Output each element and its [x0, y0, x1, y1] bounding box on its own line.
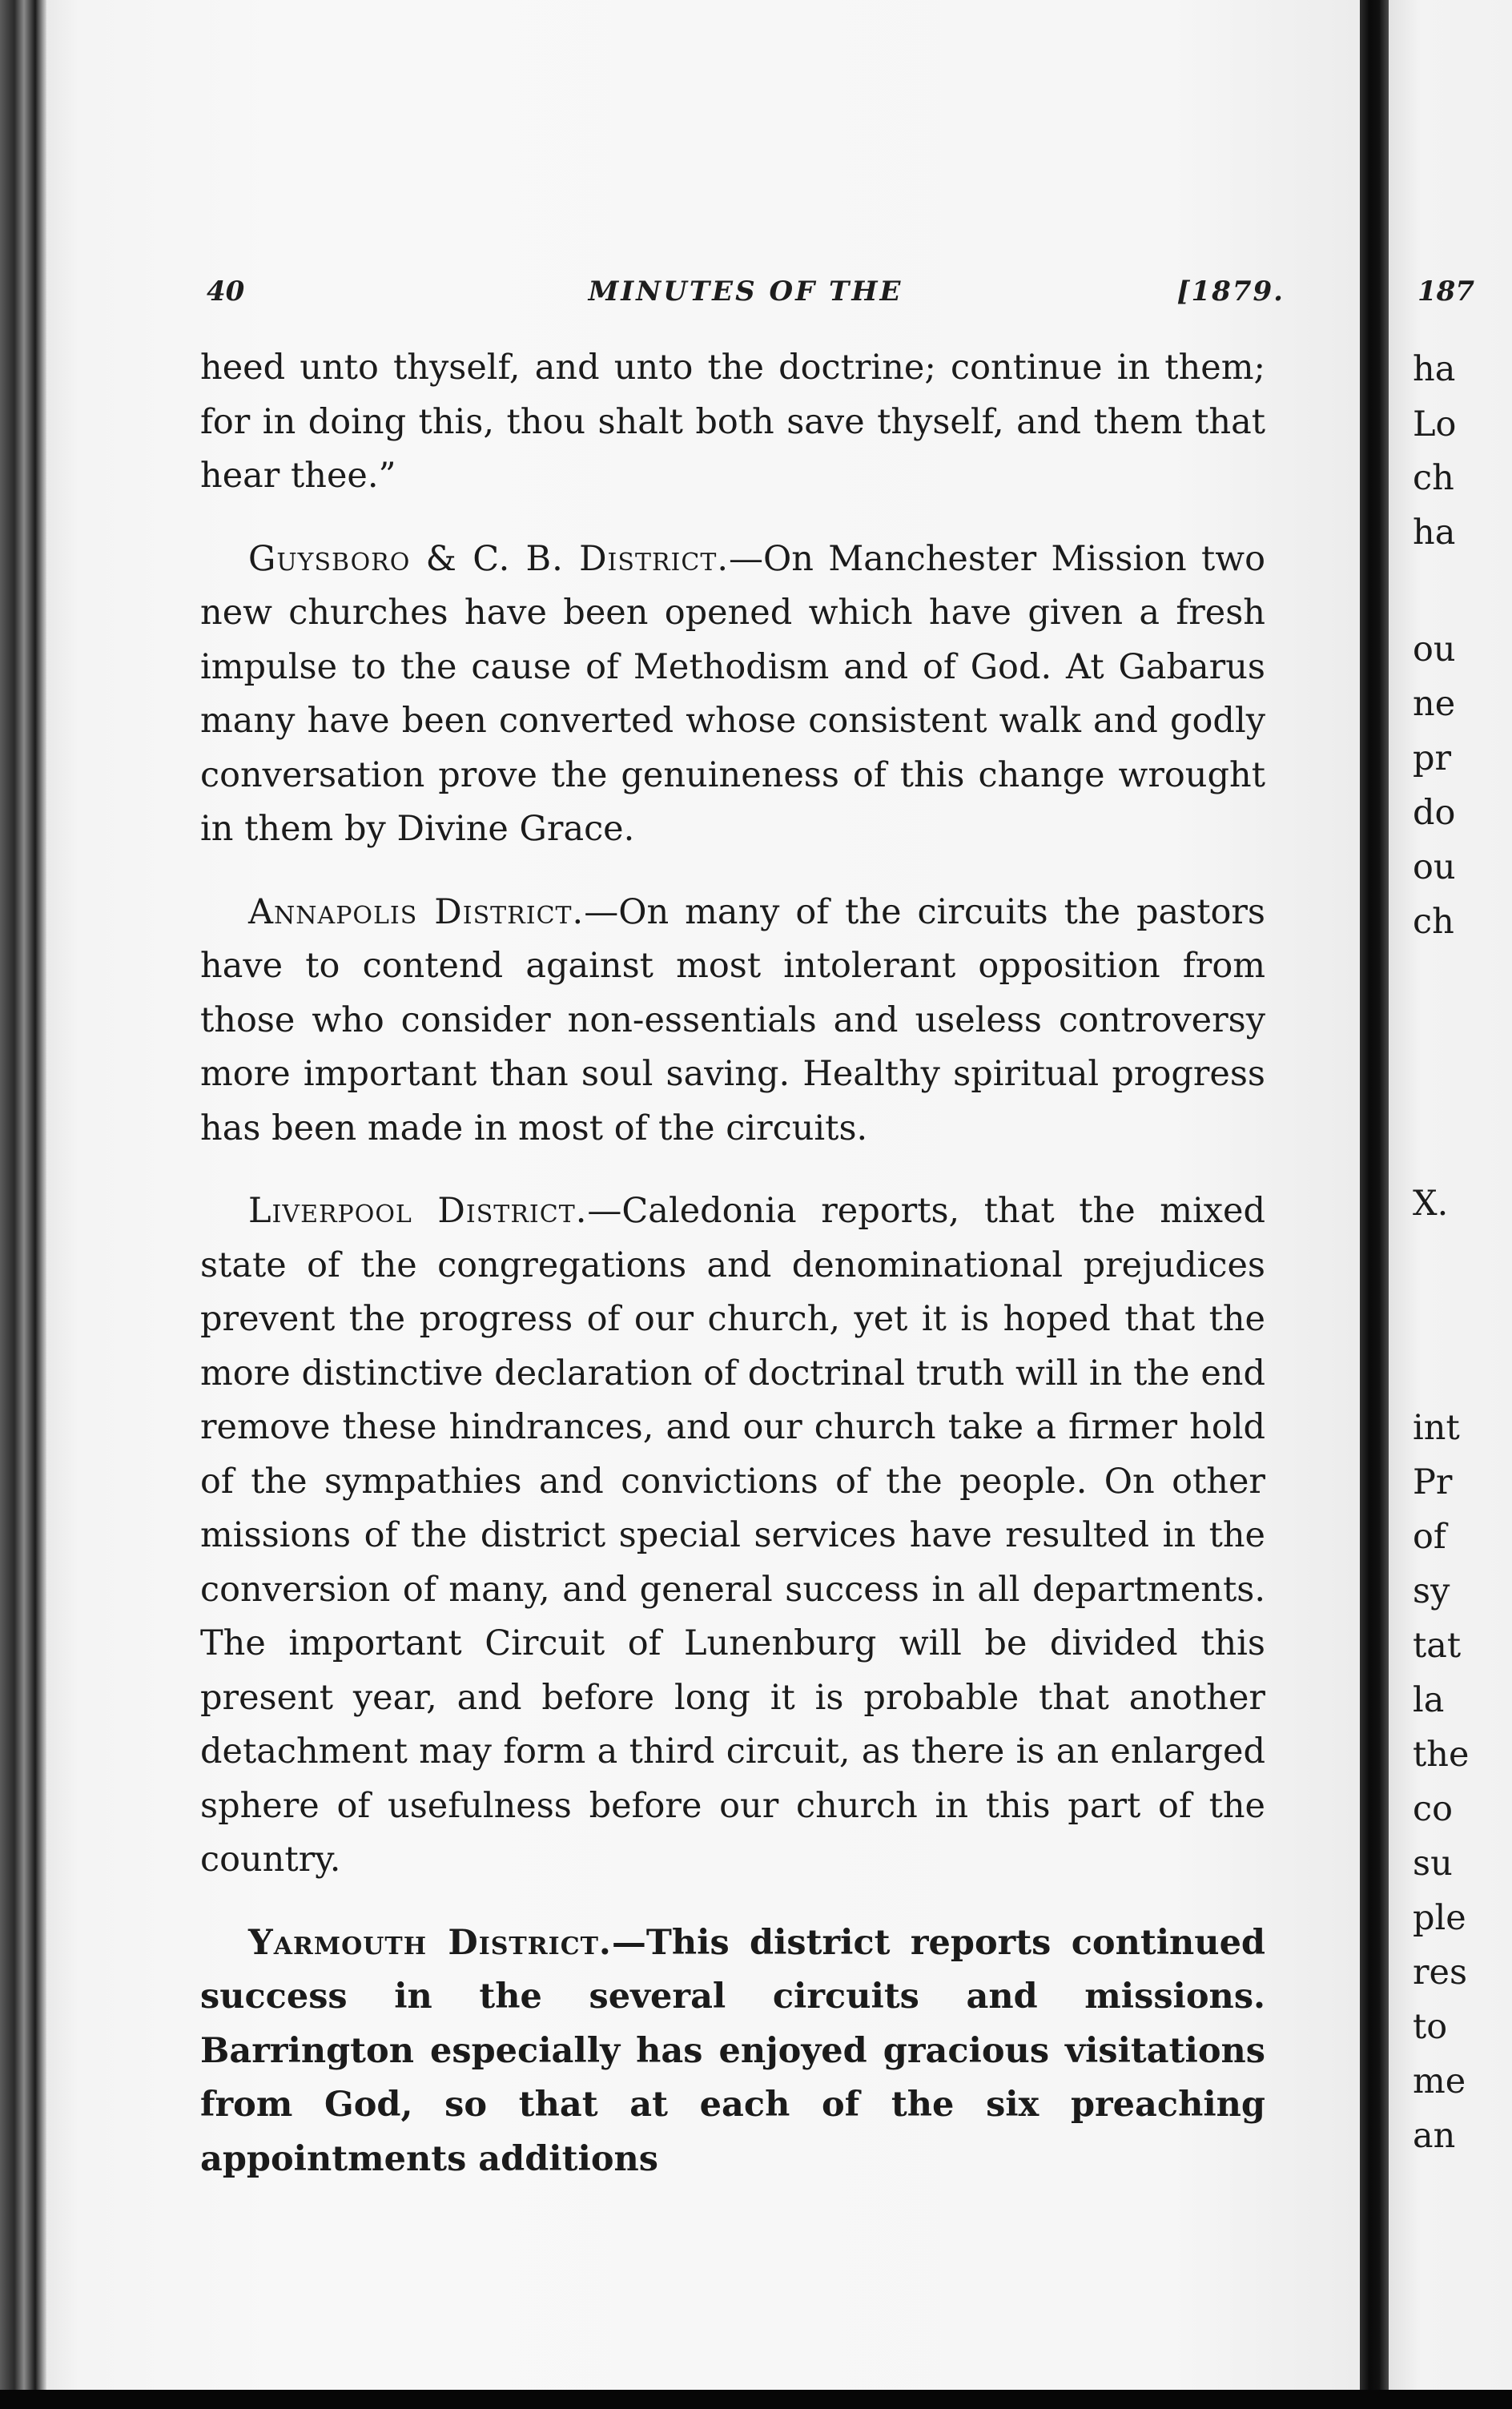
- district-heading: Annapolis District.: [248, 891, 585, 932]
- facing-fragment: X.: [1413, 1184, 1449, 1224]
- facing-fragment: la: [1413, 1680, 1445, 1720]
- paragraph-yarmouth: [200, 1916, 1265, 2187]
- facing-fragment: to: [1413, 2007, 1448, 2047]
- facing-page: [1389, 0, 1512, 2390]
- facing-fragment: ch: [1413, 902, 1454, 942]
- paragraph-guysboro: [200, 533, 1265, 857]
- facing-fragment: pr: [1413, 738, 1452, 778]
- paragraph-text: —On many of the circuits the pastors have to contend against most intolerant opposition from those who consider non-essentials and useless controversy more important than soul saving. Healthy spiritual progress has been made in most of the circuits.: [200, 891, 1265, 1148]
- facing-fragment: ple: [1413, 1898, 1466, 1938]
- opening-paragraph: heed unto thyself, and unto the doctrine; continue in them; for in doing this, thou shalt both save thyself, and them that hear thee.”: [200, 348, 1265, 496]
- facing-fragment: ch: [1413, 458, 1454, 498]
- facing-fragment: of: [1413, 1517, 1446, 1557]
- facing-fragment: ha: [1413, 513, 1456, 553]
- facing-fragment: me: [1413, 2061, 1466, 2101]
- facing-fragment: int: [1413, 1408, 1460, 1448]
- body-text: [200, 341, 1265, 2186]
- district-heading: Liverpool District.: [248, 1191, 588, 1231]
- facing-fragment: sy: [1413, 1571, 1450, 1611]
- facing-fragment: su: [1413, 1844, 1453, 1884]
- running-head: [207, 275, 1285, 316]
- running-title: MINUTES OF THE: [588, 275, 903, 308]
- facing-fragment: ne: [1413, 684, 1456, 724]
- facing-fragment: Lo: [1413, 404, 1457, 444]
- running-year: [1879.: [1176, 275, 1285, 308]
- facing-fragment: res: [1413, 1953, 1468, 1993]
- facing-fragment: ou: [1413, 629, 1456, 670]
- paragraph-liverpool: [200, 1184, 1265, 1888]
- facing-fragment: co: [1413, 1789, 1453, 1829]
- facing-fragment: do: [1413, 793, 1456, 833]
- page-number: 40: [207, 275, 245, 308]
- facing-fragment: the: [1413, 1735, 1470, 1775]
- facing-fragment: an: [1413, 2116, 1456, 2156]
- paragraph-annapolis: [200, 886, 1265, 1156]
- paragraph-text: —This district reports continued success in the several circuits and missions. Barrington especially has enjoyed gracious visitations from God, so that at each of the six preaching appointments additions: [200, 1922, 1265, 2179]
- facing-fragment: tat: [1413, 1626, 1462, 1666]
- district-heading: Guysboro & C. B. District.: [248, 538, 730, 579]
- scan-bottom-edge: [0, 2390, 1512, 2409]
- district-heading: Yarmouth District.: [248, 1922, 612, 1963]
- paragraph-text: —Caledonia reports, that the mixed state of the congregations and denominational prejudices prevent the progress of our church, yet it is hoped that the more distinctive declaration of doctrinal truth will in the end remove these hindrances, and our church take a firmer hold of the sympathies and convictions of the people. On other missions of the district special services have resulted in the conversion of many, and general success in all departments. The important Circuit of Lunenburg will be divided this present year, and before long it is probable that another detachment may form a third circuit, as there is an enlarged sphere of usefulness before our church in this part of the country.: [200, 1191, 1265, 1880]
- facing-fragment: Pr: [1413, 1462, 1453, 1502]
- paragraph-text: —On Manchester Mission two new churches have been opened which have given a fresh impulse to the cause of Methodism and of God. At Gabarus many have been converted whose consistent walk and godly conversation prove the genuineness of this change wrought in them by Divine Grace.: [200, 538, 1265, 849]
- facing-fragment: ou: [1413, 847, 1456, 887]
- facing-page-head: 187: [1418, 275, 1474, 308]
- facing-fragment: ha: [1413, 349, 1456, 389]
- page-gutter: [1360, 0, 1389, 2390]
